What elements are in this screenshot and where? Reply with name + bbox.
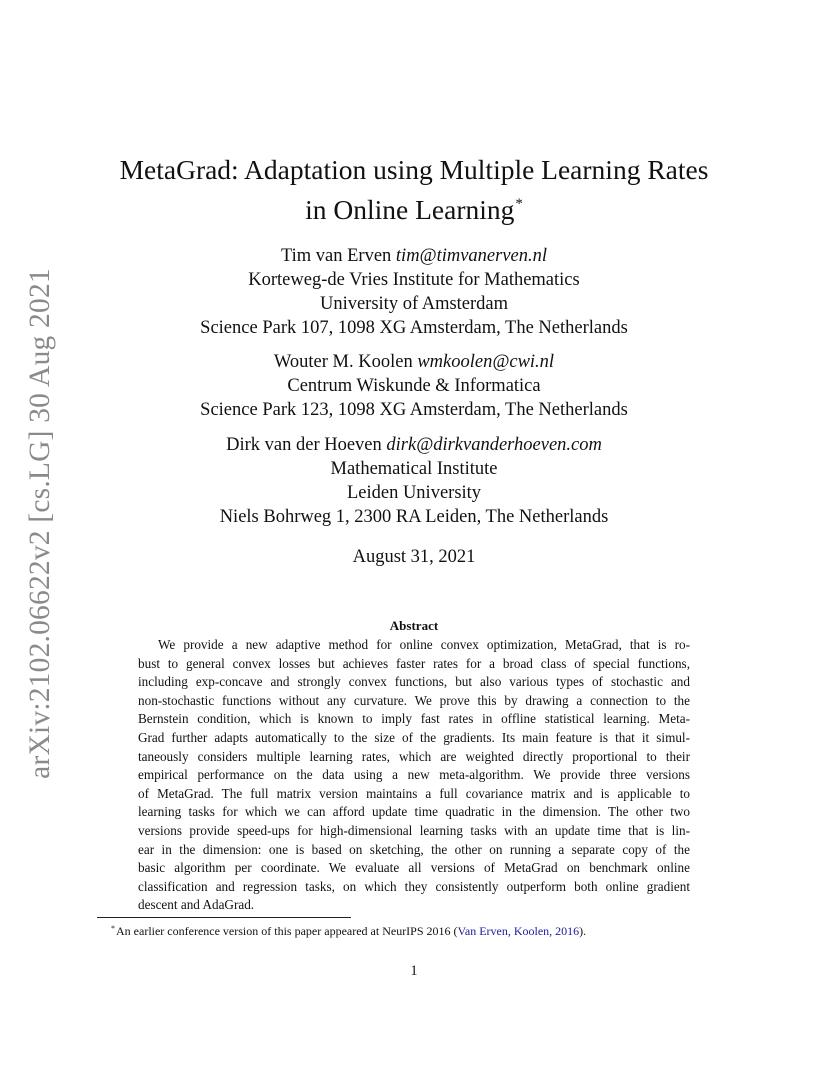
abstract-line: basic algorithm per coordinate. We evaluate all versions of MetaGrad on benchmark online — [138, 860, 690, 876]
abstract-heading: Abstract — [389, 618, 439, 633]
title-line-2 — [90, 187, 738, 227]
author-email: tim@timvanerven.nl — [395, 246, 548, 266]
abstract-line: ear in the dimension: one is based on sketching, the other on running a separate copy of the — [138, 841, 690, 857]
abstract-line: bust to general convex losses but achieves faster rates for a broad class of special functions, — [138, 655, 690, 671]
abstract-line: versions provide speed-ups for high-dimensional learning tasks with an update time that is lin- — [138, 822, 690, 838]
footnote-text-before: An earlier conference version of this paper appeared at NeurIPS 2016 ( — [116, 924, 458, 938]
author-name-line — [100, 350, 728, 374]
affiliation-line: Leiden University — [346, 483, 482, 503]
page-number: 1 — [410, 963, 418, 979]
abstract-line: empirical performance on the data using a new meta-algorithm. We provide three versions — [138, 767, 690, 783]
affiliation-line: University of Amsterdam — [319, 294, 509, 314]
affiliation-line: Science Park 107, 1098 XG Amsterdam, The Netherlands — [200, 318, 628, 338]
abstract-line: taneously considers multiple learning rates, which are weighted directly proportional to their — [138, 748, 690, 764]
affiliation-line: Korteweg-de Vries Institute for Mathematics — [248, 270, 580, 290]
author-name: Wouter M. Koolen — [273, 352, 413, 372]
abstract-line: Bernstein condition, which is known to imply fast rates in offline statistical learning. Meta- — [138, 711, 690, 727]
paper-title — [90, 152, 738, 227]
author-name: Tim van Erven — [280, 246, 392, 266]
footnote-text-after: ). — [579, 924, 587, 938]
abstract-line: non-stochastic functions without any curvature. We prove this by drawing a connection to the — [138, 692, 690, 708]
title-line-2-text: in Online Learning — [305, 194, 515, 225]
author-block-1 — [100, 244, 728, 340]
footnote-mark: * — [111, 924, 115, 933]
abstract-body — [138, 636, 690, 915]
arxiv-stamp-text: arXiv:2102.06622v2 [cs.LG] 30 Aug 2021 — [23, 267, 56, 779]
footnote-divider — [97, 917, 351, 918]
abstract-line: descent and AdaGrad. — [138, 897, 255, 913]
publication-date: August 31, 2021 — [352, 547, 476, 567]
abstract-line: of MetaGrad. The full matrix version maintains a full covariance matrix and is applicable to — [138, 785, 690, 801]
abstract-line: classification and regression tasks, on which they consistently outperform both online gradient — [138, 878, 690, 894]
footnote — [111, 921, 711, 939]
author-name-line — [100, 433, 728, 457]
author-name: Dirk van der Hoeven — [226, 435, 382, 455]
abstract-line: Grad further adapts automatically to the size of the gradients. Its main feature is that it simul- — [138, 729, 690, 745]
abstract-line: including exp-concave and strongly convex functions, but also various types of stochastic and — [138, 674, 690, 690]
author-block-3 — [100, 433, 728, 529]
affiliation-line: Mathematical Institute — [330, 459, 498, 479]
title-line-1: MetaGrad: Adaptation using Multiple Learning Rates — [119, 154, 709, 185]
affiliation-line: Science Park 123, 1098 XG Amsterdam, The Netherlands — [200, 400, 628, 420]
author-email: wmkoolen@cwi.nl — [417, 352, 555, 372]
title-footnote-mark: * — [515, 196, 523, 212]
citation-link[interactable]: Van Erven, Koolen, 2016 — [457, 924, 580, 938]
abstract-line: We provide a new adaptive method for online convex optimization, MetaGrad, that is ro- — [158, 637, 690, 652]
affiliation-line: Niels Bohrweg 1, 2300 RA Leiden, The Netherlands — [219, 507, 609, 527]
author-email: dirk@dirkvanderhoeven.com — [386, 435, 602, 455]
author-name-line — [100, 244, 728, 268]
affiliation-line: Centrum Wiskunde & Informatica — [287, 376, 541, 396]
abstract-line: learning tasks for which we can afford update time quadratic in the dimension. The other two — [138, 804, 690, 820]
arxiv-identifier-stamp — [4, 267, 76, 779]
author-block-2 — [100, 350, 728, 422]
